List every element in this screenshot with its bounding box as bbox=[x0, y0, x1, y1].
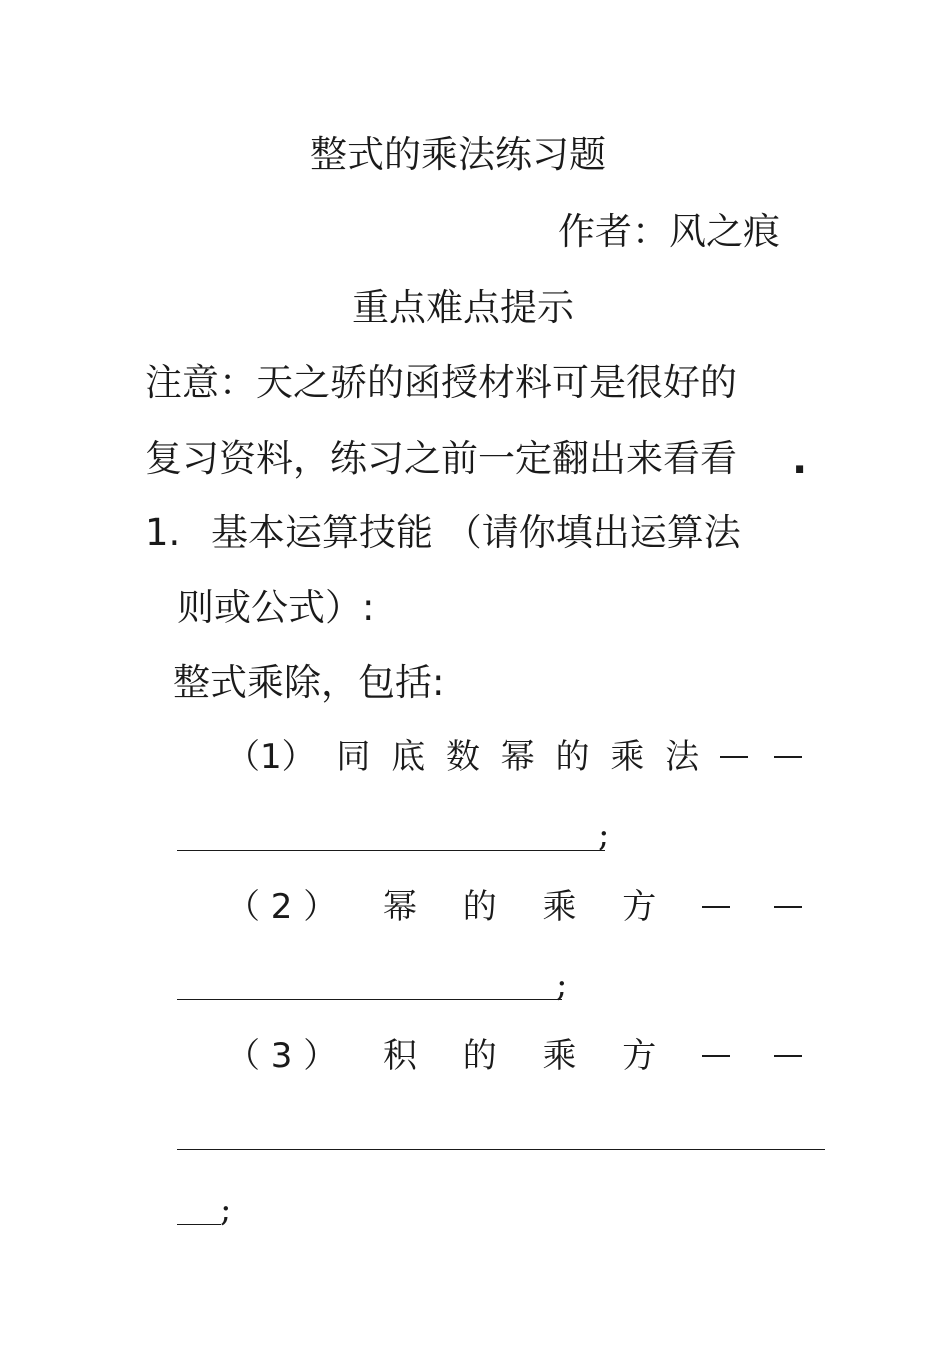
subitem-3-end: ; bbox=[220, 1190, 232, 1230]
subitem-3-char: 乘 bbox=[542, 1036, 577, 1076]
subitem-1-char: 法 bbox=[665, 737, 700, 777]
subitem-1-dashes bbox=[720, 756, 802, 758]
note-line-1: 注意：天之骄的函授材料可是很好的 bbox=[145, 361, 737, 404]
subitem-1-char: 幂 bbox=[500, 737, 535, 777]
subitem-1-char: 数 bbox=[445, 737, 480, 777]
subitem-3-blank-line-1[interactable] bbox=[177, 1149, 825, 1150]
subitem-3 bbox=[226, 1036, 802, 1076]
subitem-2-dashes bbox=[702, 906, 802, 908]
subitem-1-char: 底 bbox=[391, 737, 426, 777]
subitem-1-end: ; bbox=[598, 815, 610, 855]
subitem-2-char: 乘 bbox=[542, 887, 577, 927]
note-line-2: 复习资料，练习之前一定翻出来看看 bbox=[145, 437, 737, 480]
subitem-3-number: （ 3 ） bbox=[226, 1036, 338, 1076]
item-1-heading bbox=[145, 511, 741, 554]
subitem-2-char: 的 bbox=[462, 887, 497, 927]
subitem-1 bbox=[226, 737, 802, 777]
subitem-1-char: 乘 bbox=[610, 737, 645, 777]
subitem-1-char: 同 bbox=[336, 737, 371, 777]
subitem-2 bbox=[226, 887, 802, 927]
subitem-3-blank-line-2[interactable] bbox=[177, 1224, 221, 1225]
subitem-3-char: 积 bbox=[383, 1036, 417, 1076]
subitem-1-number: （1） bbox=[226, 737, 316, 777]
subitem-2-char: 幂 bbox=[383, 887, 417, 927]
note-line-2-end: . bbox=[792, 437, 808, 483]
subitem-2-end: ; bbox=[556, 965, 568, 1005]
subitem-3-dashes bbox=[702, 1055, 802, 1057]
subitem-3-char: 的 bbox=[462, 1036, 497, 1076]
item-1-number: 1. bbox=[145, 511, 181, 554]
item-1-continued: 则或公式）: bbox=[177, 586, 375, 629]
subitem-3-char: 方 bbox=[622, 1036, 657, 1076]
section-heading: 重点难点提示 bbox=[352, 286, 574, 329]
page-title: 整式的乘法练习题 bbox=[310, 133, 606, 176]
author-line: 作者：风之痕 bbox=[558, 210, 780, 253]
subitem-1-blank[interactable] bbox=[177, 850, 605, 851]
subitem-2-number: （ 2 ） bbox=[226, 887, 338, 927]
subitem-2-char: 方 bbox=[622, 887, 657, 927]
subitem-2-blank[interactable] bbox=[177, 999, 562, 1000]
subitem-1-char: 的 bbox=[555, 737, 590, 777]
item-1-intro: 整式乘除，包括: bbox=[173, 661, 445, 704]
item-1-text: 基本运算技能 （请你填出运算法 bbox=[211, 511, 741, 554]
